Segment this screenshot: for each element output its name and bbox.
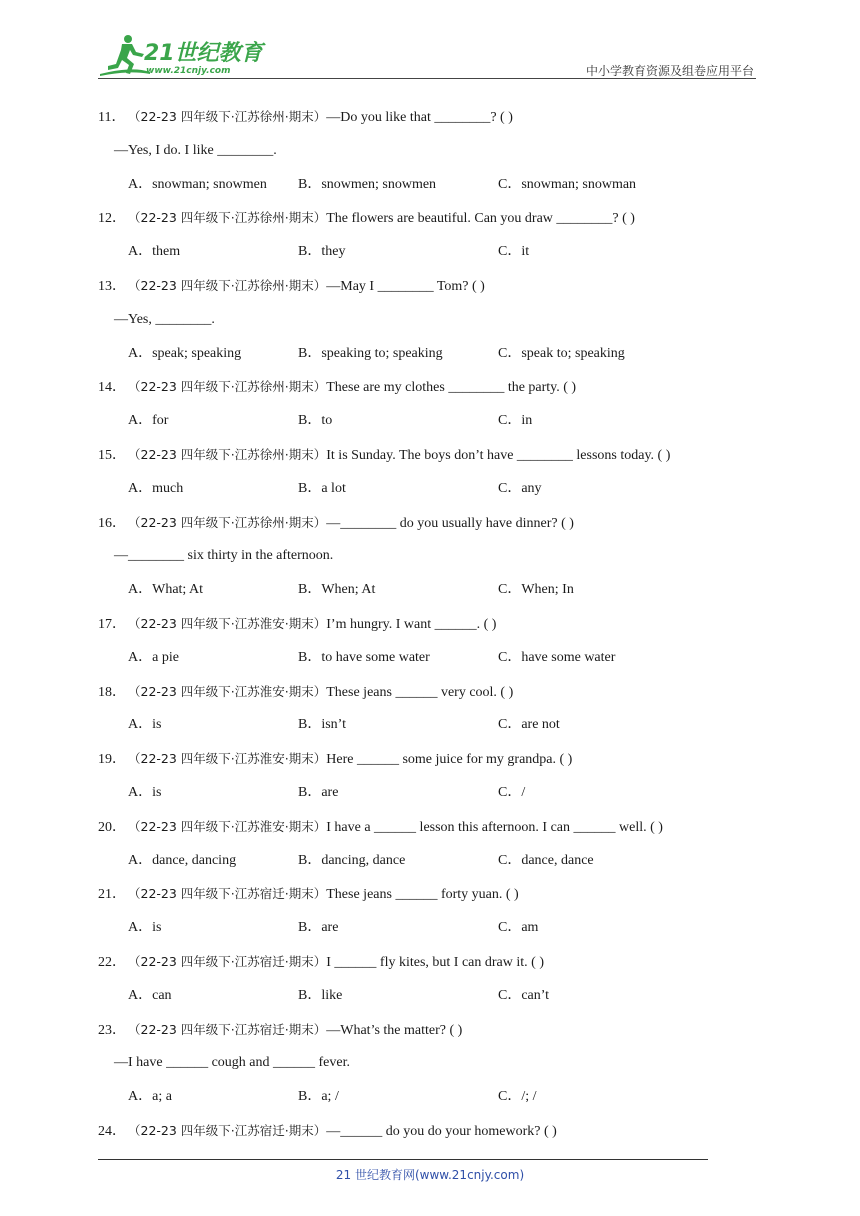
option-a[interactable]: A．is [128, 717, 162, 733]
option-c[interactable]: C．any [498, 480, 542, 496]
question-stem [98, 945, 758, 979]
runner-icon [100, 35, 150, 76]
question-continuation: —Yes, ________. [114, 311, 215, 327]
answer-options [98, 911, 758, 945]
question-text: I have a ______ lesson this afternoon. I can ______ well. ( ) [326, 819, 663, 835]
question-number: 15． [98, 447, 126, 463]
option-a[interactable]: A．dance, dancing [128, 852, 237, 868]
question-stem [98, 607, 758, 641]
question-source: （22-23 四年级下·江苏淮安·期末） [128, 751, 327, 767]
question-list [98, 100, 758, 1148]
option-b[interactable]: B．like [298, 987, 343, 1003]
answer-options [98, 979, 758, 1013]
question-stem [98, 810, 758, 844]
option-b[interactable]: B．are [298, 920, 339, 936]
answer-options [98, 776, 758, 810]
question-stem [98, 1114, 758, 1148]
option-c[interactable]: C．am [498, 920, 539, 936]
question-source: （22-23 四年级下·江苏宿迁·期末） [128, 1122, 327, 1138]
question-source: （22-23 四年级下·江苏徐州·期末） [128, 210, 327, 226]
question-number: 11． [98, 110, 126, 125]
option-a[interactable]: A．speak; speaking [128, 345, 242, 361]
question-source: （22-23 四年级下·江苏徐州·期末） [128, 379, 327, 395]
option-b[interactable]: B．dancing, dance [298, 852, 406, 868]
answer-options [98, 1080, 758, 1114]
question-number: 22． [98, 954, 126, 970]
option-a[interactable]: A．is [128, 920, 162, 936]
question-source: （22-23 四年级下·江苏宿迁·期末） [128, 886, 327, 902]
question-text: —________ do you usually have dinner? ( ) [326, 515, 574, 531]
question-text: These are my clothes ________ the party. ( ) [326, 380, 577, 396]
question-stem [98, 370, 758, 404]
question-text: Here ______ some juice for my grandpa. ( ) [326, 752, 573, 768]
question-number: 20． [98, 819, 126, 835]
question-stem [98, 269, 758, 303]
svg-text:21世纪教育: 21世纪教育 [144, 41, 263, 66]
header-divider [98, 78, 756, 79]
option-b[interactable]: B．they [298, 244, 346, 260]
question-source: （22-23 四年级下·江苏徐州·期末） [128, 514, 327, 530]
question-source: （22-23 四年级下·江苏淮安·期末） [128, 818, 327, 834]
answer-options [98, 844, 758, 878]
page-header [0, 0, 860, 80]
question-stem [98, 201, 758, 235]
option-a[interactable]: A．much [128, 480, 184, 496]
question-text: I ______ fly kites, but I can draw it. ( ) [326, 954, 544, 970]
option-c[interactable]: C．/; / [498, 1089, 537, 1105]
option-b[interactable]: B．a; / [298, 1089, 339, 1105]
option-c[interactable]: C．snowman; snowman [498, 176, 637, 192]
question-number: 12． [98, 211, 126, 227]
option-c[interactable]: C．in [498, 413, 533, 429]
option-b[interactable]: B．isn’t [298, 717, 346, 733]
question-text: —May I ________ Tom? ( ) [326, 278, 485, 294]
option-a[interactable]: A．is [128, 784, 162, 800]
question-stem [98, 506, 758, 540]
answer-options [98, 708, 758, 742]
question-text: I’m hungry. I want ______. ( ) [326, 616, 497, 632]
option-a[interactable]: A．can [128, 987, 172, 1003]
option-b[interactable]: B．snowmen; snowmen [298, 176, 437, 192]
answer-options [98, 337, 758, 371]
question-source: （22-23 四年级下·江苏淮安·期末） [128, 683, 327, 699]
footer-text[interactable]: 21 世纪教育网(www.21cnjy.com) [335, 1168, 525, 1182]
answer-options [98, 641, 758, 675]
option-c[interactable]: C．have some water [498, 649, 616, 665]
question-source: （22-23 四年级下·江苏徐州·期末） [128, 277, 327, 293]
question-text: These jeans ______ forty yuan. ( ) [326, 887, 519, 903]
option-c[interactable]: C．are not [498, 717, 560, 733]
question-number: 16． [98, 515, 126, 531]
site-subtitle: 中小学教育资源及组卷应用平台 [585, 64, 754, 78]
option-c[interactable]: C．/ [498, 784, 526, 800]
svg-text:www.21cnjy.com: www.21cnjy.com [146, 66, 231, 76]
question-text: The flowers are beautiful. Can you draw ________? ( ) [326, 211, 635, 227]
option-b[interactable]: B．When; At [298, 582, 376, 598]
question-number: 17． [98, 616, 126, 632]
option-c[interactable]: C．can’t [498, 987, 550, 1003]
question-source: （22-23 四年级下·江苏徐州·期末） [128, 446, 327, 462]
question-source: （22-23 四年级下·江苏徐州·期末） [128, 109, 327, 124]
question-stem [98, 877, 758, 911]
answer-options [98, 168, 758, 202]
answer-options [98, 404, 758, 438]
answer-options [98, 573, 758, 607]
question-text: It is Sunday. The boys don’t have ________ lessons today. ( ) [326, 447, 671, 463]
question-continuation: —Yes, I do. I like ________. [114, 142, 277, 158]
question-text: —Do you like that ________? ( ) [326, 110, 513, 125]
question-number: 14． [98, 380, 126, 396]
option-b[interactable]: B．speaking to; speaking [298, 345, 443, 361]
option-c[interactable]: C．it [498, 244, 530, 260]
option-a[interactable]: A．a pie [128, 649, 179, 665]
option-b[interactable]: B．are [298, 784, 339, 800]
question-stem [98, 438, 758, 472]
question-number: 21． [98, 887, 126, 903]
question-stem [98, 675, 758, 709]
site-logo[interactable] [92, 30, 272, 80]
question-text: —What’s the matter? ( ) [326, 1022, 463, 1038]
option-c[interactable]: C．When; In [498, 582, 574, 598]
question-text: These jeans ______ very cool. ( ) [326, 684, 514, 700]
option-a[interactable]: A．snowman; snowmen [128, 176, 267, 192]
option-a[interactable]: A．a; a [128, 1089, 172, 1105]
option-c[interactable]: C．speak to; speaking [498, 345, 625, 361]
option-a[interactable]: A．them [128, 244, 181, 260]
option-b[interactable]: B．to have some water [298, 649, 430, 665]
question-continuation: —I have ______ cough and ______ fever. [114, 1055, 350, 1071]
option-c[interactable]: C．dance, dance [498, 852, 594, 868]
option-b[interactable]: B．a lot [298, 480, 346, 496]
question-source: （22-23 四年级下·江苏宿迁·期末） [128, 953, 327, 969]
question-number: 24． [98, 1123, 126, 1139]
question-continuation: —________ six thirty in the afternoon. [114, 548, 334, 564]
answer-options [98, 235, 758, 269]
question-number: 13． [98, 278, 126, 294]
question-source: （22-23 四年级下·江苏淮安·期末） [128, 615, 327, 631]
question-number: 23． [98, 1022, 126, 1038]
question-stem [98, 100, 758, 134]
question-source: （22-23 四年级下·江苏宿迁·期末） [128, 1021, 327, 1037]
option-a[interactable]: A．What; At [128, 582, 204, 598]
option-b[interactable]: B．to [298, 413, 333, 429]
question-number: 19． [98, 752, 126, 768]
footer-divider [98, 1159, 708, 1160]
question-stem [98, 1013, 758, 1047]
question-text: —______ do you do your homework? ( ) [326, 1123, 557, 1139]
question-number: 18． [98, 684, 126, 700]
question-stem [98, 742, 758, 776]
answer-options [98, 472, 758, 506]
option-a[interactable]: A．for [128, 413, 169, 429]
